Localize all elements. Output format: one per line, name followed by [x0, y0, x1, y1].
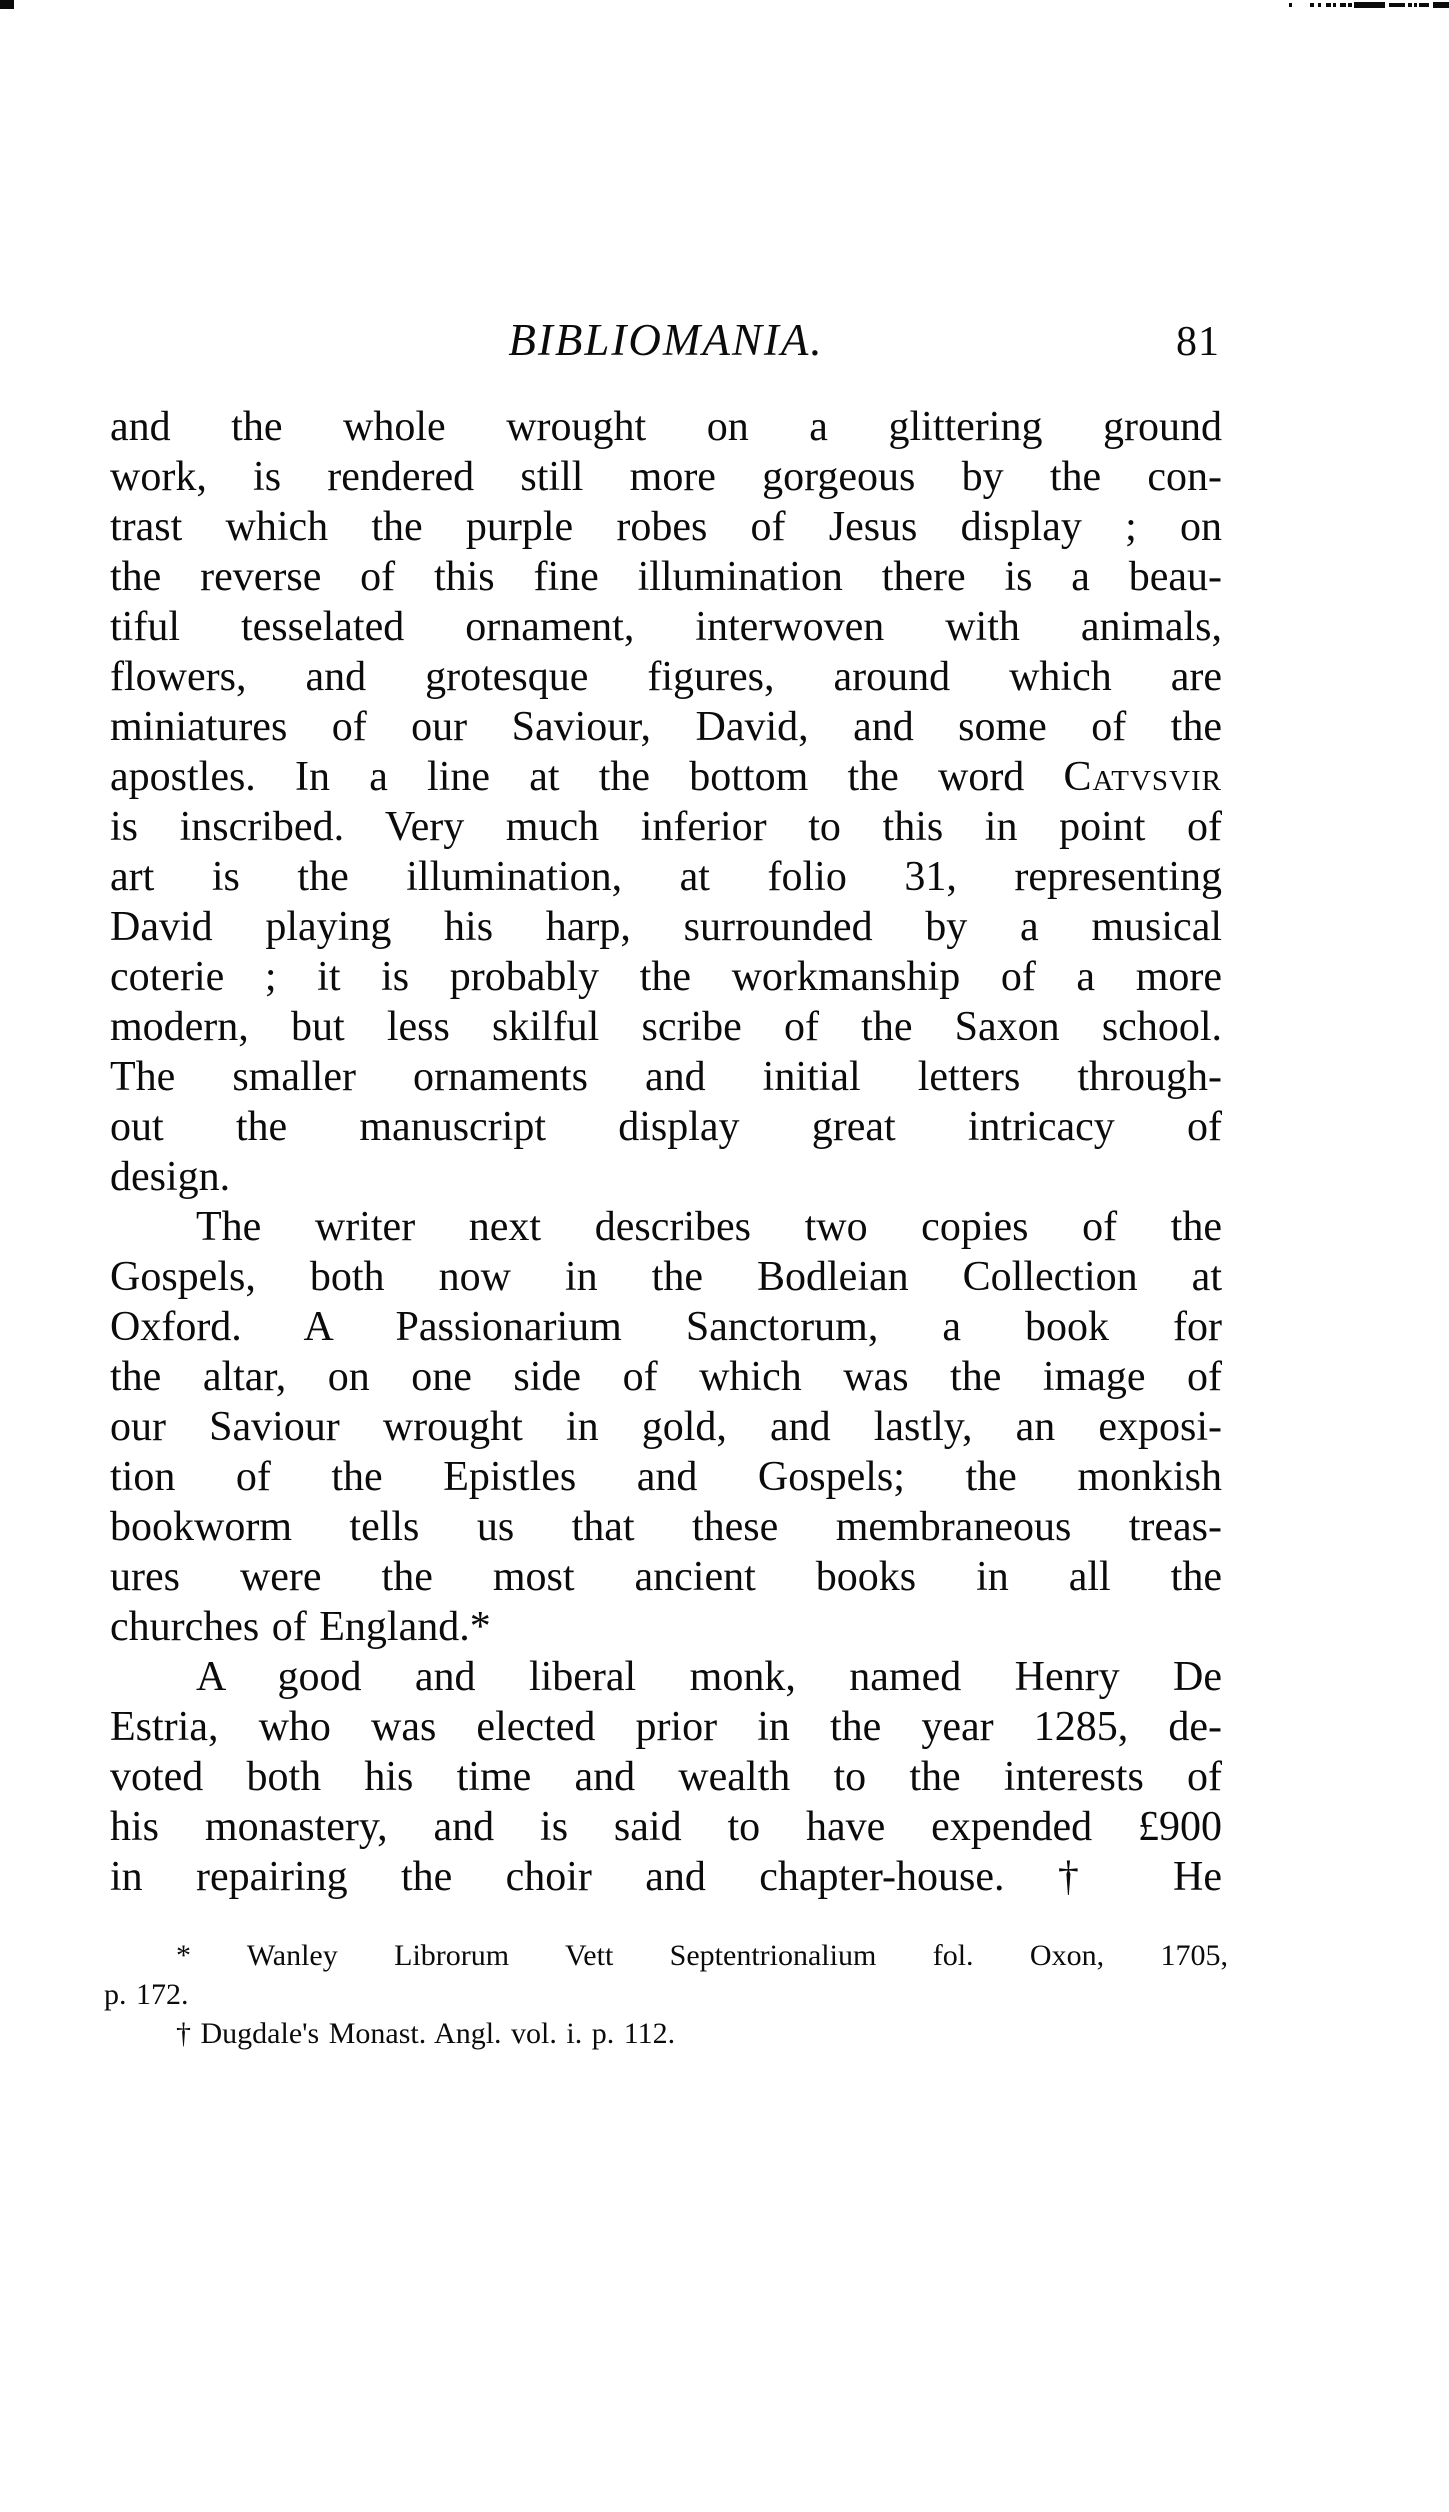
- text-line: ures were the most ancient books in all the: [110, 1554, 1222, 1600]
- body-text: [110, 402, 1222, 1902]
- text-line: churches of England.*: [110, 1604, 491, 1650]
- text-line: voted both his time and wealth to the interests of: [110, 1754, 1222, 1800]
- footnote-line: p. 172.: [104, 1978, 189, 2011]
- text-line: bookworm tells us that these membraneous treas-: [110, 1504, 1222, 1550]
- scan-artifact-top-left: [0, 0, 14, 9]
- text-line: his monastery, and is said to have expended £900: [110, 1804, 1222, 1850]
- smallcaps-word: Catvsvir: [1063, 754, 1222, 800]
- text-line: is inscribed. Very much inferior to this in point of: [110, 804, 1222, 850]
- paragraph: [110, 1202, 1222, 1652]
- page-number: 81: [1176, 319, 1220, 365]
- text-line: The writer next describes two copies of the: [196, 1204, 1222, 1250]
- text-line: tiful tesselated ornament, interwoven with animals,: [110, 604, 1222, 650]
- footnote-line: † Dugdale's Monast. Angl. vol. i. p. 112.: [176, 2017, 676, 2050]
- text-line: the altar, on one side of which was the image of: [110, 1354, 1222, 1400]
- text-line: Oxford. A Passionarium Sanctorum, a book for: [110, 1304, 1222, 1350]
- text-line: modern, but less skilful scribe of the Saxon school.: [110, 1004, 1222, 1050]
- text-line: A good and liberal monk, named Henry De: [196, 1654, 1222, 1700]
- text-line: flowers, and grotesque figures, around which are: [110, 654, 1222, 700]
- text-line: work, is rendered still more gorgeous by the con-: [110, 454, 1222, 500]
- text-line: Estria, who was elected prior in the year 1285, de-: [110, 1704, 1222, 1750]
- text-line: David playing his harp, surrounded by a musical: [110, 904, 1222, 950]
- text-line: the reverse of this fine illumination there is a beau-: [110, 554, 1222, 600]
- text-line: miniatures of our Saviour, David, and some of the: [110, 704, 1222, 750]
- text-line: tion of the Epistles and Gospels; the monkish: [110, 1454, 1222, 1500]
- text-line: trast which the purple robes of Jesus display ; on: [110, 504, 1222, 550]
- running-title: BIBLIOMANIA.: [508, 315, 824, 365]
- paragraph: [110, 402, 1222, 1202]
- text-line: out the manuscript display great intricacy of: [110, 1104, 1222, 1150]
- page-header: [110, 316, 1222, 372]
- text-line: The smaller ornaments and initial letters through-: [110, 1054, 1222, 1100]
- text-line: apostles. In a line at the bottom the word Catvsvir: [110, 754, 1222, 800]
- text-line: Gospels, both now in the Bodleian Collection at: [110, 1254, 1222, 1300]
- paragraph: [110, 1652, 1222, 1902]
- text-line: design.: [110, 1154, 231, 1200]
- text-line: art is the illumination, at folio 31, representing: [110, 854, 1222, 900]
- text-line: coterie ; it is probably the workmanship of a more: [110, 954, 1222, 1000]
- text-line: in repairing the choir and chapter-house. † He: [110, 1854, 1222, 1900]
- footnotes: [104, 1936, 1228, 2053]
- text-line: and the whole wrought on a glittering ground: [110, 404, 1222, 450]
- footnote-line: * Wanley Librorum Vett Septentrionalium fol. Oxon, 1705,: [176, 1939, 1228, 1972]
- text-line: our Saviour wrought in gold, and lastly, an exposi-: [110, 1404, 1222, 1450]
